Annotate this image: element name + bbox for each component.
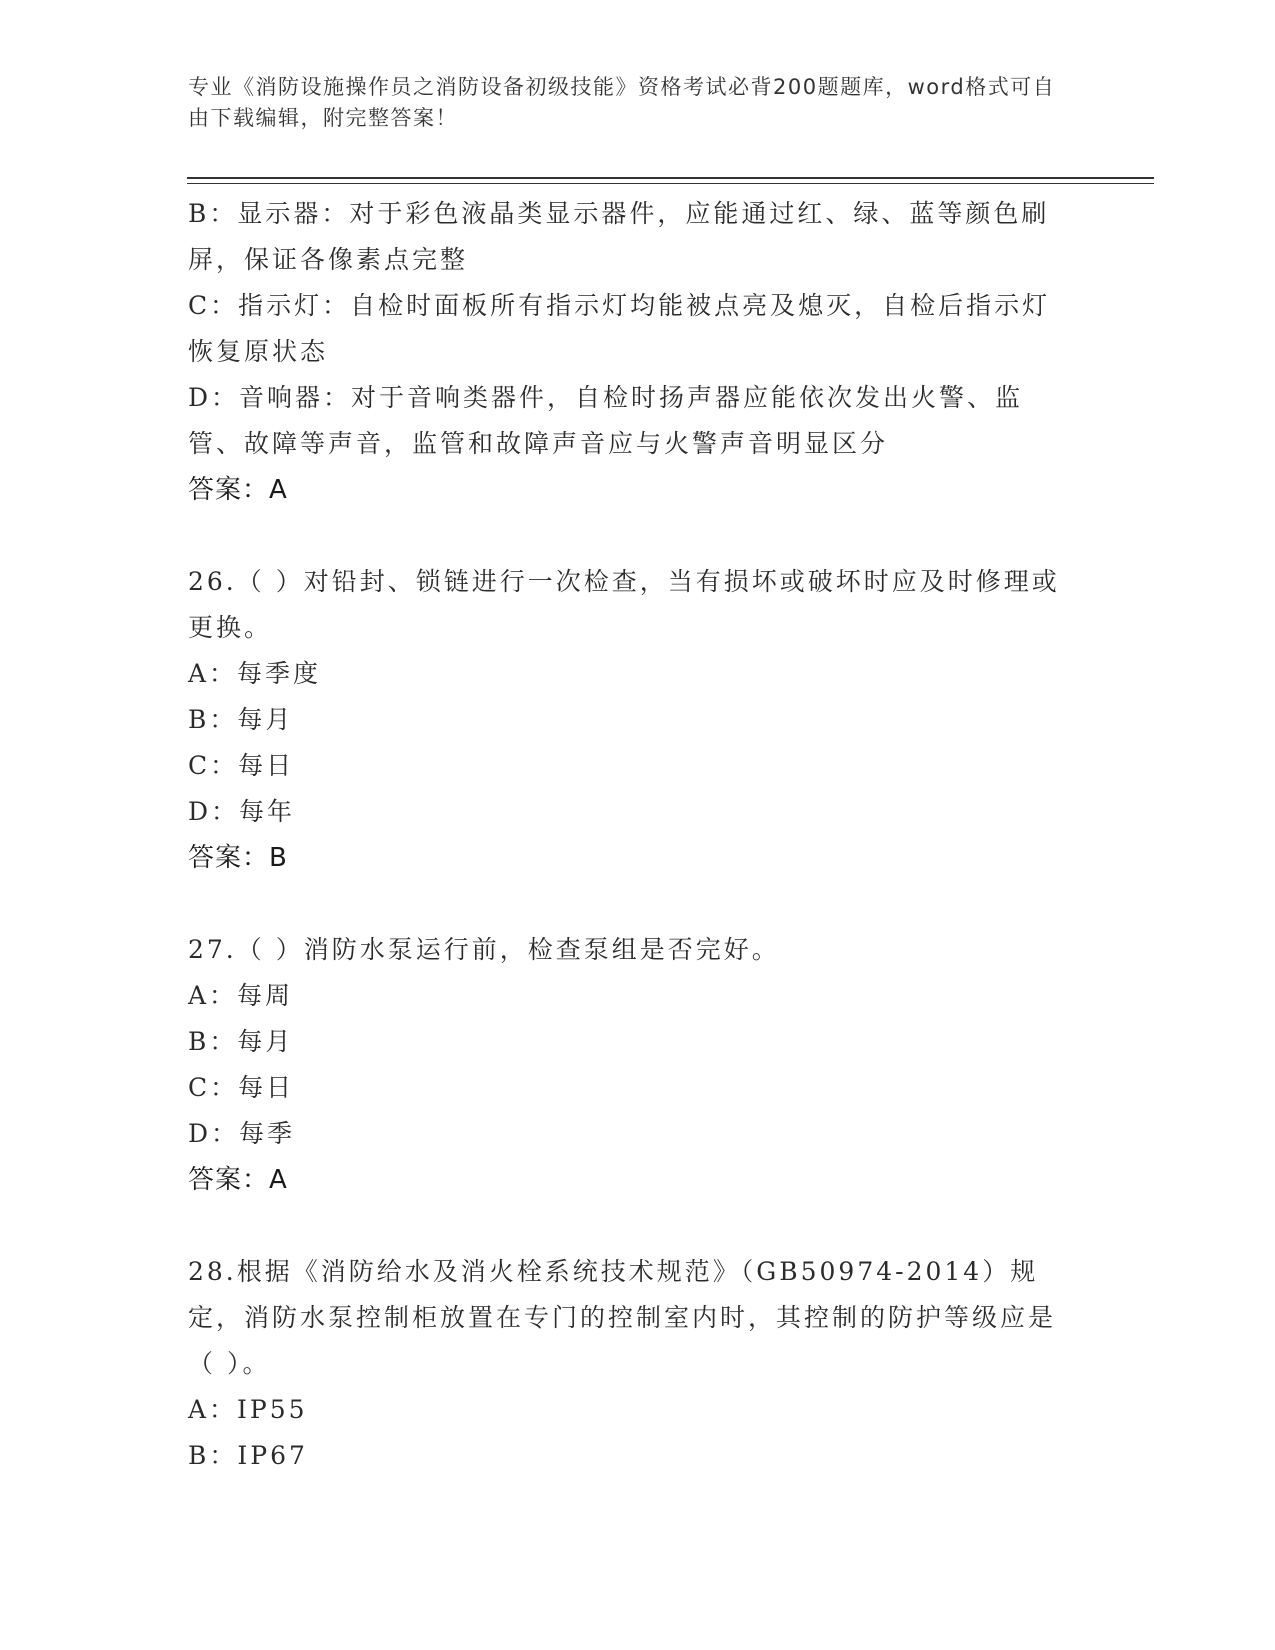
question-spacer bbox=[188, 1203, 1068, 1249]
option-d: D：音响器：对于音响类器件，自检时扬声器应能依次发出火警、监管、故障等声音，监管和故障声音应与火警声音明显区分 bbox=[188, 383, 1024, 458]
question-spacer bbox=[188, 513, 1068, 559]
option-b: B：IP67 bbox=[188, 1441, 308, 1470]
option-c: C：指示灯：自检时面板所有指示灯均能被点亮及熄灭，自检后指示灯恢复原状态 bbox=[188, 291, 1051, 366]
option-c: C：每日 bbox=[188, 751, 295, 780]
option-b: B：显示器：对于彩色液晶类显示器件，应能通过红、绿、蓝等颜色刷屏，保证各像素点完整 bbox=[188, 199, 1050, 274]
answer-line: 答案：A bbox=[188, 475, 288, 505]
question-26 bbox=[188, 559, 1068, 881]
header-divider-thin bbox=[187, 183, 1154, 184]
option-b: B：每月 bbox=[188, 1027, 294, 1056]
question-25-continued bbox=[188, 191, 1068, 513]
option-d: D：每季 bbox=[188, 1119, 296, 1148]
answer-line: 答案：B bbox=[188, 843, 288, 873]
option-a: A：每周 bbox=[188, 981, 294, 1010]
question-27 bbox=[188, 927, 1068, 1203]
question-stem: 26.（ ）对铅封、锁链进行一次检查，当有损坏或破坏时应及时修理或更换。 bbox=[188, 567, 1060, 642]
question-stem: 27.（ ）消防水泵运行前，检查泵组是否完好。 bbox=[188, 935, 780, 964]
option-c: C：每日 bbox=[188, 1073, 295, 1102]
option-b: B：每月 bbox=[188, 705, 294, 734]
document-header: 专业《消防设施操作员之消防设备初级技能》资格考试必背200题题库，word格式可自由下载编辑，附完整答案！ bbox=[188, 75, 1056, 130]
question-list bbox=[188, 191, 1068, 1479]
option-a: A：每季度 bbox=[188, 659, 322, 688]
option-a: A：IP55 bbox=[188, 1395, 308, 1424]
answer-line: 答案：A bbox=[188, 1165, 288, 1195]
header-divider bbox=[187, 177, 1154, 179]
question-spacer bbox=[188, 881, 1068, 927]
question-28 bbox=[188, 1249, 1068, 1479]
option-d: D：每年 bbox=[188, 797, 296, 826]
question-stem: 28.根据《消防给水及消火栓系统技术规范》（GB50974-2014）规定，消防水泵控制柜放置在专门的控制室内时，其控制的防护等级应是（ ）。 bbox=[188, 1257, 1057, 1378]
